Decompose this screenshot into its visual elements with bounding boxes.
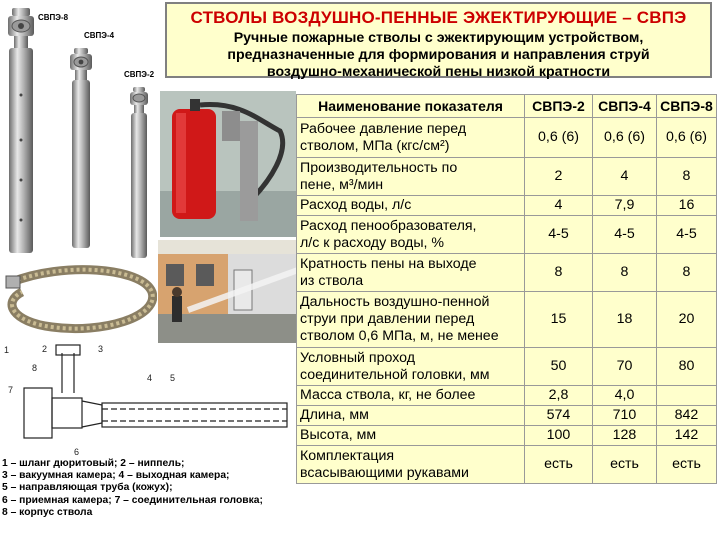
page-subtitle bbox=[167, 30, 710, 81]
row-name bbox=[297, 386, 525, 406]
cell-value: 8 bbox=[593, 254, 657, 292]
hose-photo bbox=[2, 262, 157, 340]
cell-value: 4-5 bbox=[525, 216, 593, 254]
row-name bbox=[297, 292, 525, 348]
cell-value: 8 bbox=[525, 254, 593, 292]
cell-value: 50 bbox=[525, 348, 593, 386]
row-name-line: Производительность по bbox=[300, 159, 458, 176]
spec-table bbox=[296, 94, 717, 484]
barrel-svpe-2 bbox=[130, 87, 148, 258]
row-name-line: из ствола bbox=[300, 272, 364, 289]
subtitle-line: Ручные пожарные стволы с эжектирующим устройством, bbox=[233, 30, 644, 46]
row-name bbox=[297, 196, 525, 216]
cell-value: 16 bbox=[657, 196, 717, 216]
label-svpe-8: СВПЭ-8 bbox=[38, 13, 69, 22]
table-row bbox=[297, 348, 717, 386]
header-svpe-4: СВПЭ-4 bbox=[593, 95, 657, 118]
diagram-number: 1 bbox=[4, 345, 10, 355]
row-name-line: Высота, мм bbox=[300, 427, 377, 443]
row-name-line: струи при давлении перед bbox=[300, 311, 475, 327]
diagram-number: 7 bbox=[8, 385, 14, 395]
cell-value: 8 bbox=[657, 254, 717, 292]
row-name-line: стволом, МПа (кгс/см²) bbox=[300, 137, 450, 154]
row-name-line: Дальность воздушно-пенной bbox=[300, 294, 490, 310]
table-row bbox=[297, 254, 717, 292]
diagram-number: 2 bbox=[42, 344, 48, 354]
barrel-svpe-8 bbox=[8, 8, 34, 253]
subtitle-line: предназначенные для формирования и направления струй bbox=[227, 47, 650, 63]
cell-value: 8 bbox=[657, 158, 717, 196]
cell-value: 80 bbox=[657, 348, 717, 386]
row-name-line: соединительной головки, мм bbox=[300, 366, 490, 383]
row-name bbox=[297, 158, 525, 196]
cell-value: 2,8 bbox=[525, 386, 593, 406]
cell-value: 0,6 (6) bbox=[525, 118, 593, 158]
cell-value: 18 bbox=[593, 292, 657, 348]
cell-value: есть bbox=[525, 446, 593, 484]
table-row bbox=[297, 196, 717, 216]
row-name-line: Рабочее давление перед bbox=[300, 120, 467, 137]
cell-value: 128 bbox=[593, 426, 657, 446]
table-row bbox=[297, 292, 717, 348]
diagram-number: 3 bbox=[98, 344, 104, 354]
cell-value: 70 bbox=[593, 348, 657, 386]
legend-line: 3 – вакуумная камера; 4 – выходная камера; bbox=[2, 470, 230, 482]
legend-line: 8 – корпус ствола bbox=[2, 506, 93, 518]
row-name bbox=[297, 118, 525, 158]
row-name-line: пене, м³/мин bbox=[300, 176, 384, 193]
header-parameter: Наименование показателя bbox=[297, 95, 525, 118]
row-name-line: Расход воды, л/с bbox=[300, 197, 412, 213]
barrels-illustration bbox=[0, 0, 160, 262]
row-name-line: стволом 0,6 МПа, м, не менее bbox=[300, 328, 499, 344]
cell-value: 4-5 bbox=[593, 216, 657, 254]
cell-value: 710 bbox=[593, 406, 657, 426]
cell-value: 842 bbox=[657, 406, 717, 426]
cell-value: 15 bbox=[525, 292, 593, 348]
row-name-line: Расход пенообразователя, bbox=[300, 217, 477, 234]
title-box bbox=[165, 2, 712, 78]
label-svpe-4: СВПЭ-4 bbox=[84, 31, 115, 40]
legend-line: 5 – направляющая труба (кожух); bbox=[2, 482, 173, 494]
header-svpe-2: СВПЭ-2 bbox=[525, 95, 593, 118]
cell-value: 7,9 bbox=[593, 196, 657, 216]
cell-value: 4-5 bbox=[657, 216, 717, 254]
row-name bbox=[297, 426, 525, 446]
diagram-number: 8 bbox=[32, 363, 38, 373]
legend-line: 6 – приемная камера; 7 – соединительная головка; bbox=[2, 494, 263, 506]
legend-line: 1 – шланг дюритовый; 2 – ниппель; bbox=[2, 458, 185, 469]
row-name-line: всасывающими рукавами bbox=[300, 464, 469, 481]
table-row bbox=[297, 406, 717, 426]
cell-value: 2 bbox=[525, 158, 593, 196]
header-svpe-8: СВПЭ-8 bbox=[657, 95, 717, 118]
cell-value: 0,6 (6) bbox=[593, 118, 657, 158]
cell-value: 20 bbox=[657, 292, 717, 348]
row-name-line: Кратность пены на выходе bbox=[300, 255, 477, 272]
table-header-row bbox=[297, 95, 717, 118]
cell-value: 4,0 bbox=[593, 386, 657, 406]
row-name bbox=[297, 254, 525, 292]
row-name-line: Масса ствола, кг, не более bbox=[300, 387, 476, 403]
row-name bbox=[297, 406, 525, 426]
diagram-number: 4 bbox=[147, 373, 153, 383]
row-name-line: л/с к расходу воды, % bbox=[300, 234, 445, 251]
cell-value: есть bbox=[657, 446, 717, 484]
row-name-line: Комплектация bbox=[300, 447, 395, 464]
row-name bbox=[297, 216, 525, 254]
table-row bbox=[297, 446, 717, 484]
cell-value: есть bbox=[593, 446, 657, 484]
table-row bbox=[297, 386, 717, 406]
foam-spray-photo bbox=[158, 240, 298, 343]
row-name bbox=[297, 446, 525, 484]
subtitle-line: воздушно-механической пены низкой кратности bbox=[266, 64, 611, 80]
diagram-legend bbox=[2, 458, 332, 519]
row-name-line: Длина, мм bbox=[300, 407, 369, 423]
barrel-svpe-4 bbox=[70, 48, 92, 248]
foam-tank-photo bbox=[160, 91, 296, 237]
cell-value: 0,6 (6) bbox=[657, 118, 717, 158]
page-title: СТВОЛЫ ВОЗДУШНО-ПЕННЫЕ ЭЖЕКТИРУЮЩИЕ – СВПЭ bbox=[190, 8, 687, 27]
label-svpe-2: СВПЭ-2 bbox=[124, 70, 155, 79]
section-diagram bbox=[2, 343, 294, 458]
row-name bbox=[297, 348, 525, 386]
row-name-line: Условный проход bbox=[300, 349, 416, 366]
table-row bbox=[297, 118, 717, 158]
cell-value bbox=[657, 386, 717, 406]
table-row bbox=[297, 426, 717, 446]
cell-value: 4 bbox=[525, 196, 593, 216]
table-row bbox=[297, 158, 717, 196]
diagram-number: 6 bbox=[74, 447, 80, 457]
cell-value: 142 bbox=[657, 426, 717, 446]
diagram-number: 5 bbox=[170, 373, 176, 383]
table-row bbox=[297, 216, 717, 254]
cell-value: 100 bbox=[525, 426, 593, 446]
cell-value: 574 bbox=[525, 406, 593, 426]
cell-value: 4 bbox=[593, 158, 657, 196]
